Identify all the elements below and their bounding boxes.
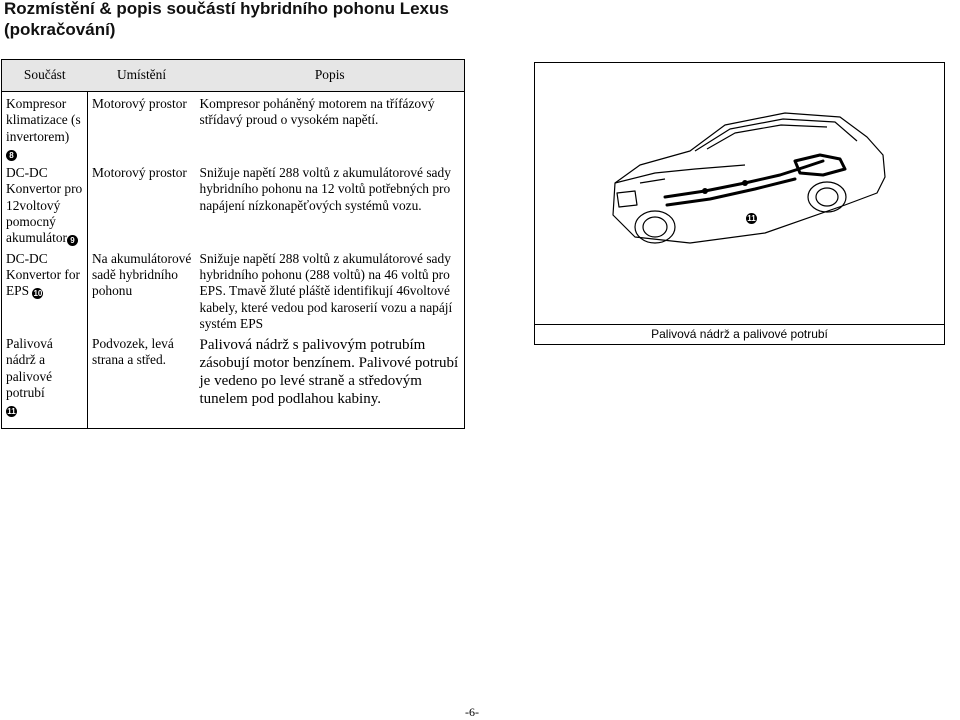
car-fuel-line-illustration — [595, 65, 895, 255]
callout-badge: 9 — [67, 235, 78, 246]
table-header-row — [2, 60, 465, 92]
callout-badge: 10 — [33, 289, 43, 299]
table-row — [2, 92, 465, 164]
table-row — [2, 334, 465, 428]
part-name: Palivová nádrž a palivové potrubí — [6, 336, 53, 401]
location-cell: Motorový prostor — [92, 96, 187, 111]
part-name: DC-DC Konvertor for EPS — [6, 250, 80, 299]
part-cell — [2, 163, 88, 248]
location-cell: Podvozek, levá strana a střed. — [88, 334, 196, 428]
part-name: Kompresor klimatizace (s invertorem) — [6, 96, 81, 144]
description-cell: Palivová nádrž s palivovým potrubím zásobují motor benzínem. Palivové potrubí je vedeno po levé straně a středovým tunelem pod podlahou kabiny. — [196, 334, 465, 428]
header-part: Součást — [2, 60, 88, 92]
part-cell — [2, 92, 88, 164]
figure-caption: Palivová nádrž a palivové potrubí — [535, 324, 944, 344]
page-number: -6- — [465, 705, 479, 719]
title-line-1: Rozmístění & popis součástí hybridního pohonu Lexus — [4, 0, 449, 18]
callout-badge: 11 — [7, 407, 16, 417]
description-cell: Kompresor poháněný motorem na třífázový střídavý proud o vysokém napětí. — [196, 92, 465, 164]
location-cell: Na akumulátorové sadě hybridního pohonu — [92, 250, 192, 299]
page-title — [4, 0, 449, 40]
components-table — [1, 59, 465, 429]
part-name: DC-DC Konvertor pro 12voltový pomocný akumulátor — [6, 165, 83, 246]
description-cell: Snižuje napětí 288 voltů z akumulátorové sady hybridního pohonu na 12 voltů potřebných pro napájení nízkonapěťových systémů vozu. — [196, 163, 465, 248]
title-line-2: (pokračování) — [4, 20, 116, 39]
table-row — [2, 249, 465, 334]
part-cell — [2, 249, 88, 334]
description-cell: Snižuje napětí 288 voltů z akumulátorové sady hybridního pohonu (288 voltů) na 46 voltů pro EPS. Tmavě žluté pláště identifikují 46voltové kabely, které vedou pod karoserií vozu a napájí systém EPS — [196, 249, 465, 334]
callout-badge: 8 — [6, 150, 17, 161]
header-description: Popis — [196, 60, 465, 92]
part-cell — [2, 334, 88, 428]
location-cell: Motorový prostor — [92, 165, 187, 181]
table-row — [2, 163, 465, 248]
vehicle-figure — [534, 62, 945, 345]
header-location: Umístění — [88, 60, 196, 92]
callout-badge: 11 — [747, 214, 756, 223]
